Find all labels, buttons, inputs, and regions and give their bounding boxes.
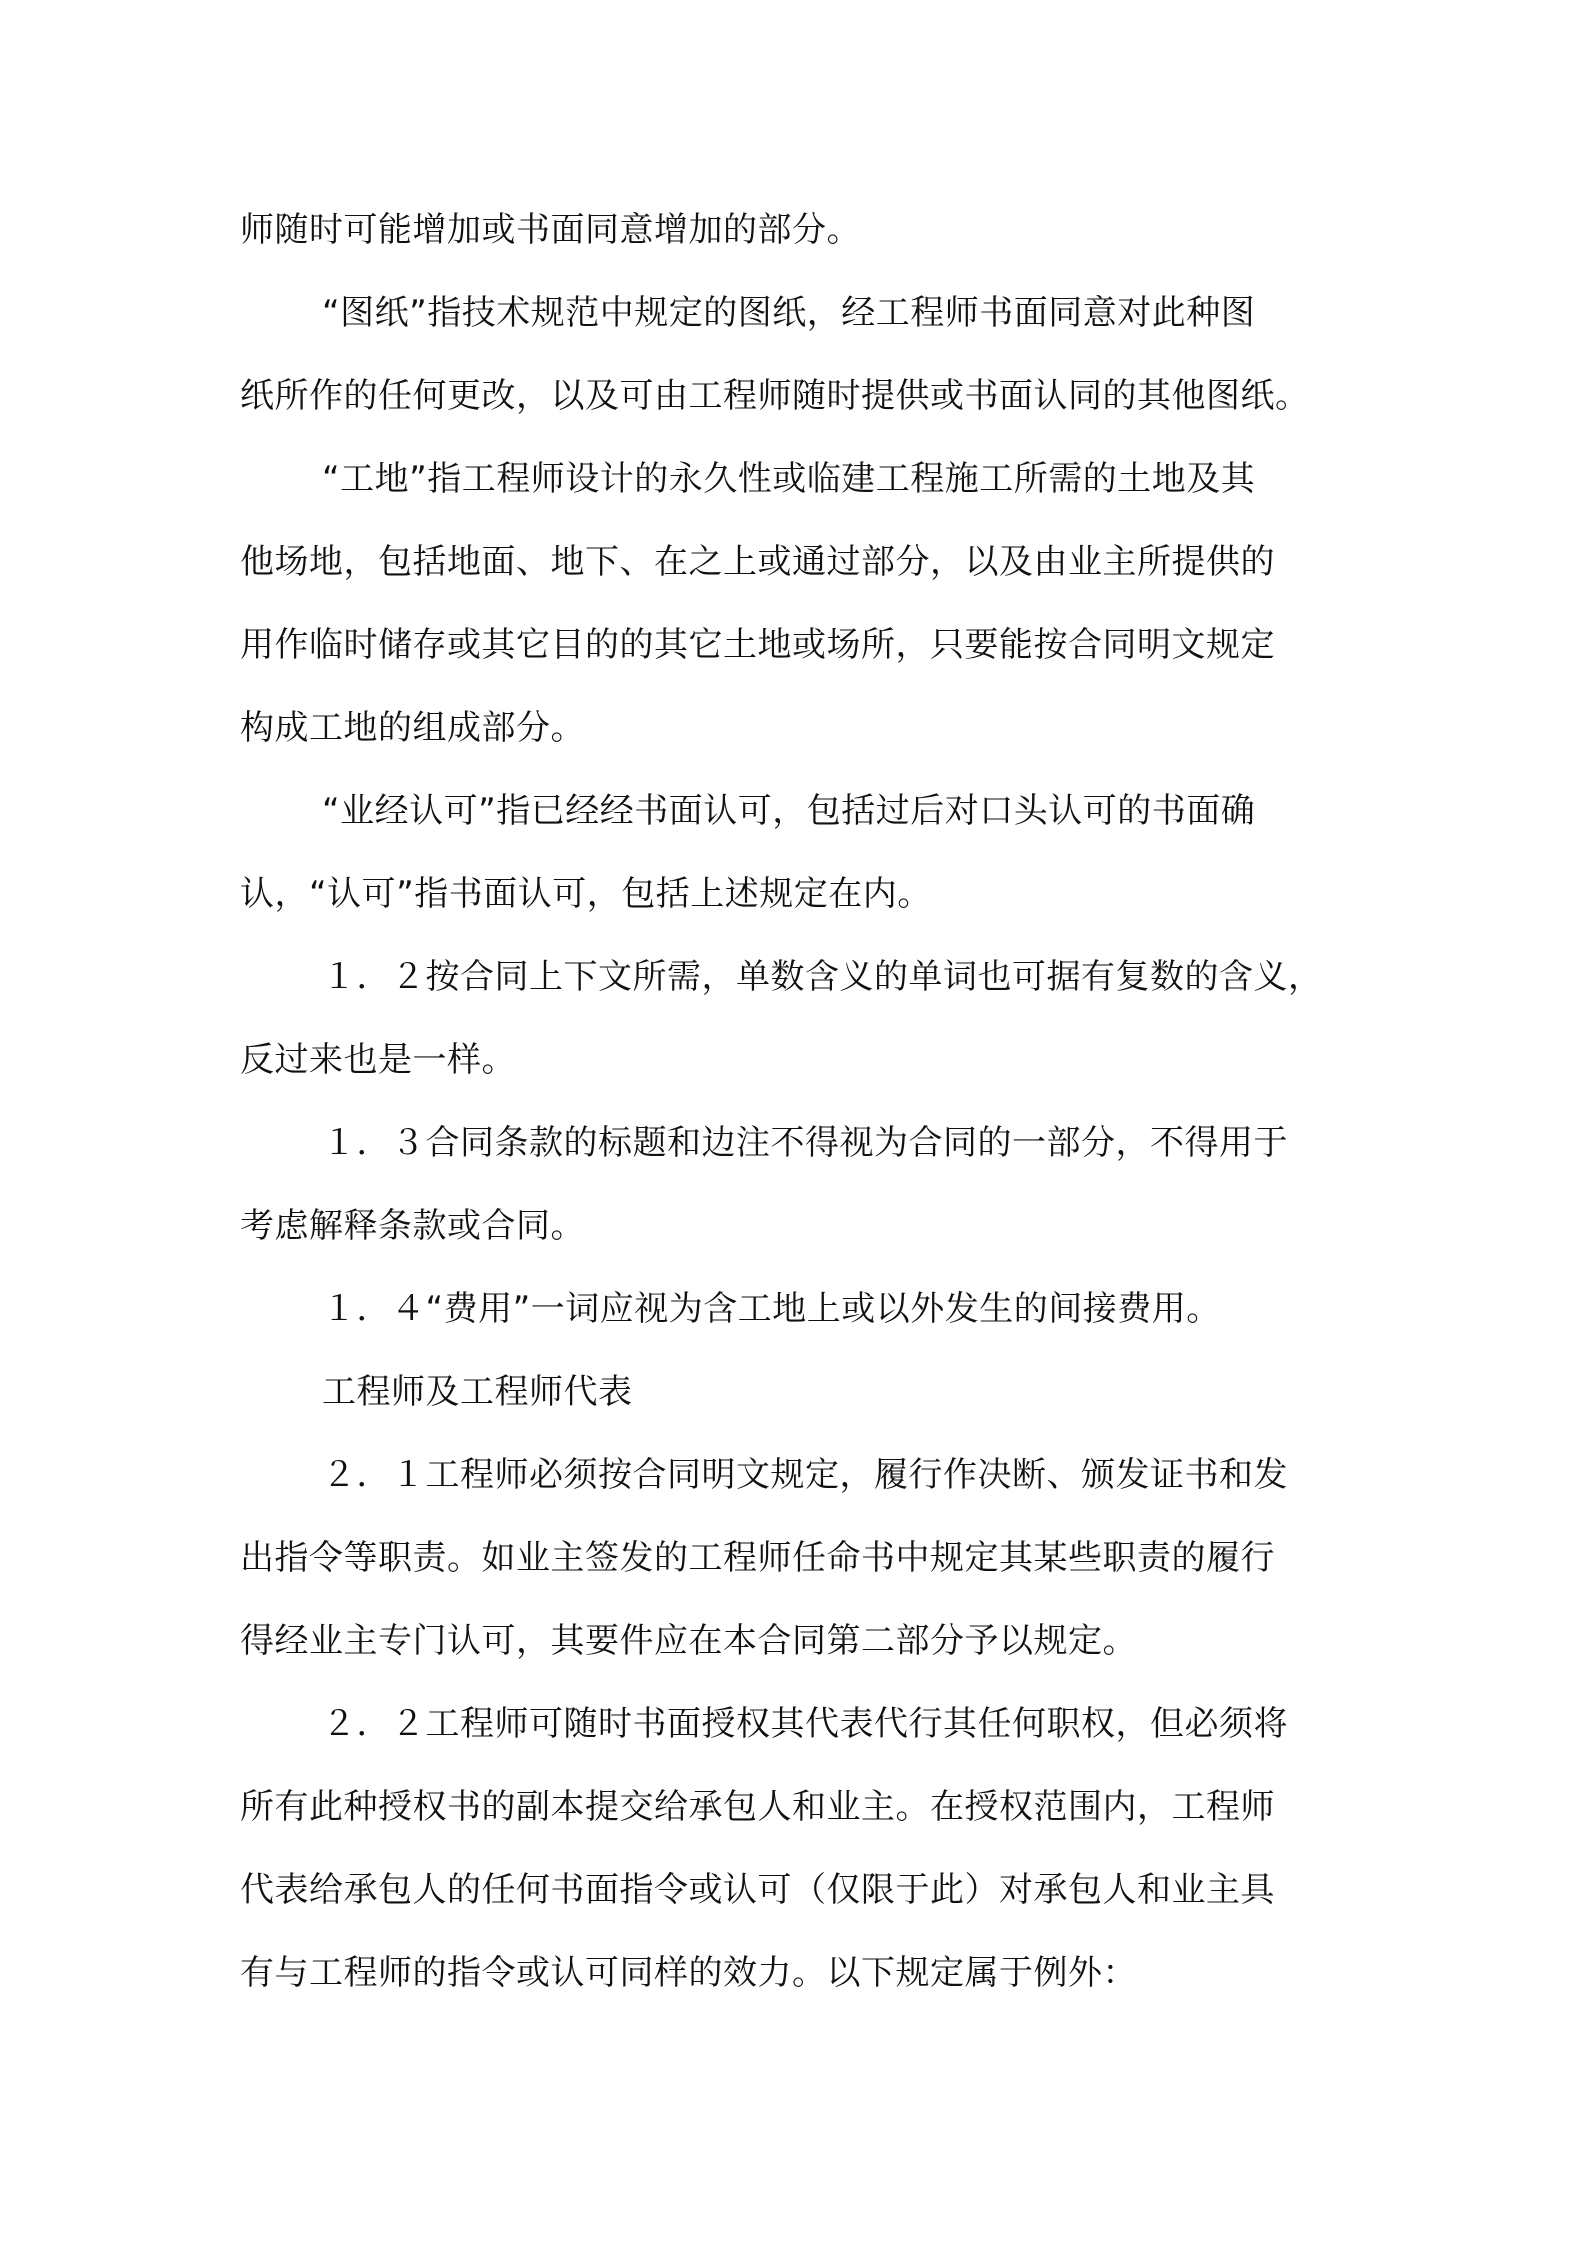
section-heading: 工程师及工程师代表 bbox=[322, 1372, 633, 1412]
text-line: “业经认可”指已经经书面认可，包括过后对口头认可的书面确 bbox=[322, 791, 1256, 831]
text-line: 有与工程师的指令或认可同样的效力。以下规定属于例外： bbox=[240, 1953, 1137, 1993]
text-line: 所有此种授权书的副本提交给承包人和业主。在授权范围内，工程师 bbox=[240, 1787, 1275, 1827]
text-line: 师随时可能增加或书面同意增加的部分。 bbox=[240, 210, 861, 250]
text-line: 考虑解释条款或合同。 bbox=[240, 1206, 585, 1246]
text-line: “工地”指工程师设计的永久性或临建工程施工所需的土地及其 bbox=[322, 459, 1256, 499]
text-line: 认，“认可”指书面认可，包括上述规定在内。 bbox=[240, 874, 932, 914]
text-line: “图纸”指技术规范中规定的图纸，经工程师书面同意对此种图 bbox=[322, 293, 1256, 333]
text-line: 纸所作的任何更改，以及可由工程师随时提供或书面认同的其他图纸。 bbox=[240, 376, 1310, 416]
text-line: 代表给承包人的任何书面指令或认可（仅限于此）对承包人和业主具 bbox=[240, 1870, 1275, 1910]
text-line: 得经业主专门认可，其要件应在本合同第二部分予以规定。 bbox=[240, 1621, 1137, 1661]
text-line: １．３合同条款的标题和边注不得视为合同的一部分，不得用于 bbox=[322, 1123, 1288, 1163]
text-line: 他场地，包括地面、地下、在之上或通过部分，以及由业主所提供的 bbox=[240, 542, 1275, 582]
text-line: ２．２工程师可随时书面授权其代表代行其任何职权，但必须将 bbox=[322, 1704, 1288, 1744]
text-line: １．４“费用”一词应视为含工地上或以外发生的间接费用。 bbox=[322, 1289, 1221, 1329]
text-line: ２．１工程师必须按合同明文规定，履行作决断、颁发证书和发 bbox=[322, 1455, 1288, 1495]
text-line: 出指令等职责。如业主签发的工程师任命书中规定其某些职责的履行 bbox=[240, 1538, 1275, 1578]
text-line: 用作临时储存或其它目的的其它土地或场所，只要能按合同明文规定 bbox=[240, 625, 1275, 665]
text-line: 反过来也是一样。 bbox=[240, 1040, 516, 1080]
text-line: １．２按合同上下文所需，单数含义的单词也可据有复数的含义， bbox=[322, 957, 1323, 997]
text-line: 构成工地的组成部分。 bbox=[240, 708, 585, 748]
